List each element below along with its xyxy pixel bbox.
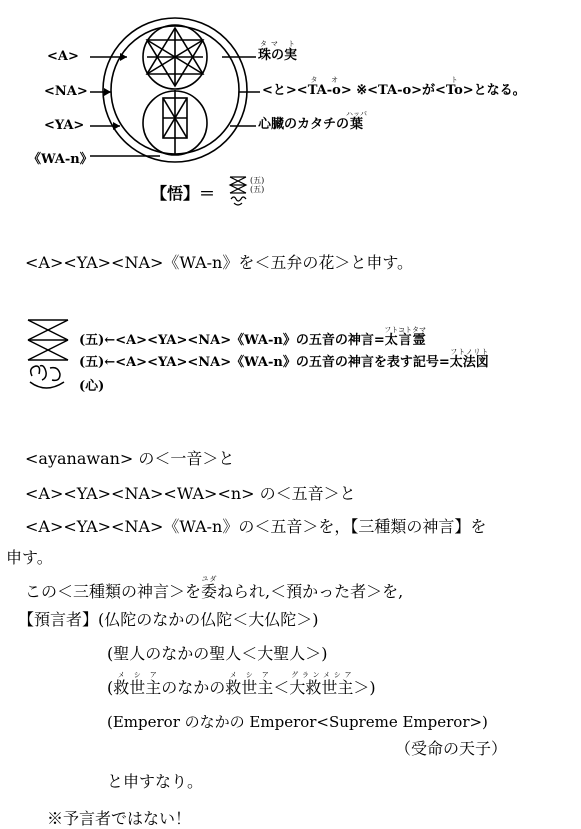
symbols-row-1: (五)←<A><YA><NA>《WA-n》の五音の神言=太言霊フトコトタマ <box>79 326 427 348</box>
label-na: <NA> <box>44 84 88 99</box>
label-a: <A> <box>47 49 79 64</box>
para2-line5: この＜三種類の神言＞を委ユダねられ,＜預かった者＞を, <box>25 575 404 601</box>
five-sounds-symbol-icon <box>26 318 76 398</box>
symbols-row-2: (五)←<A><YA><NA>《WA-n》の五音の神言を表す記号=太法図フトノリト <box>79 348 489 370</box>
para2-line4: 申す。 <box>6 548 53 567</box>
symbols-row-3: (心) <box>79 379 105 394</box>
para2-line7: (聖人のなかの聖人＜大聖人＞) <box>107 644 328 663</box>
para2-line8: (救世主メシアのなかの救世主メシア＜大救世主グランメシア＞) <box>107 671 376 697</box>
para2-line1: <ayanawan> の＜一音＞と <box>25 449 235 468</box>
satori-sup: (五) (五) <box>250 176 265 194</box>
annotation-heart: 心臓のカタチの葉ハッパ <box>258 110 368 132</box>
satori-label: 【悟】＝ <box>151 184 216 203</box>
para2-line9: (Emperor のなかの Emperor<Supreme Emperor>) <box>107 713 488 731</box>
para-five-petal: <A><YA><NA>《WA-n》を＜五弁の花＞と申す。 <box>25 253 414 272</box>
annotation-tao: <と><TA-oタ オ> ※<TA-o>が<Toト>となる。 <box>262 76 526 98</box>
annotation-tama: 珠の実タマ ト <box>258 40 298 63</box>
para2-line2: <A><YA><NA><WA><n> の＜五音＞と <box>25 484 356 503</box>
note-not-prophet: ※予言者ではない！ <box>47 809 192 828</box>
para2-line11: と申すなり。 <box>107 772 204 791</box>
para2-line6: 【預言者】(仏陀のなかの仏陀＜大仏陀＞) <box>18 610 319 629</box>
para2-line3: <A><YA><NA>《WA-n》の＜五音＞を，【三種類の神言】を <box>25 517 487 536</box>
label-wa-n: 《WA-n》 <box>28 152 93 167</box>
para2-line10: （受命の天子） <box>395 739 508 758</box>
label-ya: <YA> <box>44 118 85 133</box>
